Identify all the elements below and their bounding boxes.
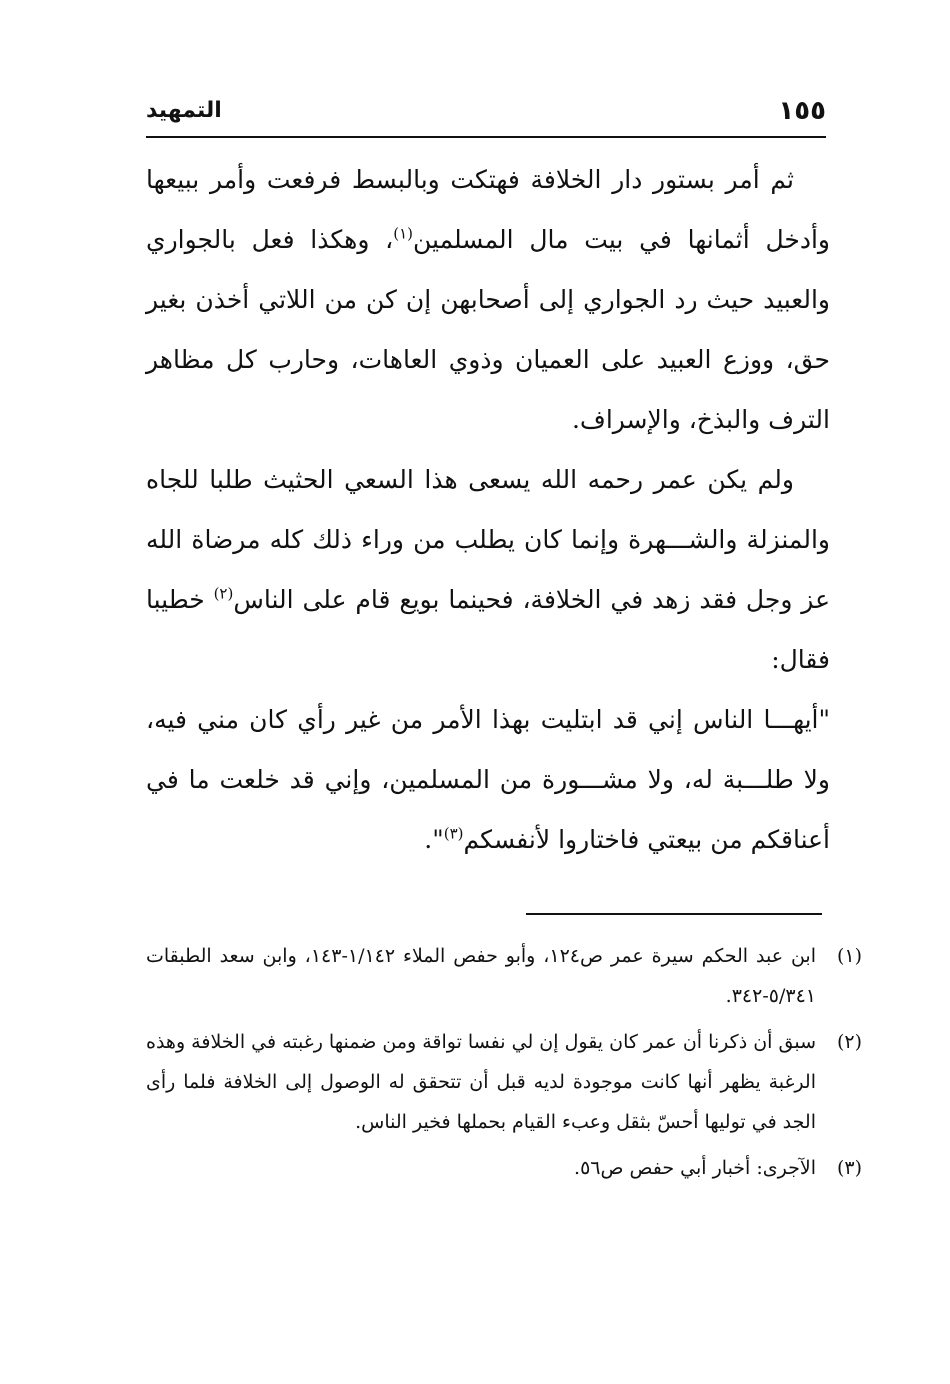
footnote-divider [526,913,822,915]
main-text [146,150,830,870]
footnote-ref-1: (١) [393,224,413,243]
footnotes [146,936,862,1194]
footnote-1 [146,936,862,1016]
paragraph-2-text: ولم يكن عمر رحمه الله يسعى هذا السعي الحثيث طلبا للجاه والمنزلة والشـــهرة وإنما كان يطلب من وراء ذلك كله مرضاة الله عز وجل فقد زهد في الخلافة، فحينما بويع قام على الناس [146,465,830,614]
footnote-text: ابن عبد الحكم سيرة عمر ص١٢٤، وأبو حفص الملاء ١/١٤٢-١٤٣، وابن سعد الطبقات ٥/٣٤١-٣٤٢. [146,945,816,1007]
footnote-ref-3: (٣) [443,824,464,843]
footnote-text: الآجرى: أخبار أبي حفص ص٥٦. [574,1157,816,1179]
paragraph-2-text-rest: خطيبا فقال: [146,585,830,674]
paragraph-2 [146,450,830,690]
footnote-text: سبق أن ذكرنا أن عمر كان يقول إن لي نفسا تواقة ومن ضمنها رغبته في الخلافة وهذه الرغبة يظهر أنها كانت موجودة لديه قبل أن تتحقق له الوصول إلى الخلافة فلما رأى الجد في توليها أحسّ بثقل وعبء القيام بحملها فخير الناس. [146,1031,816,1133]
footnote-ref-2: (٢) [213,584,234,603]
page-number: ١٥٥ [778,96,826,126]
paragraph-1-text: ثم أمر بستور دار الخلافة فهتكت وبالبسط فرفعت وأمر ببيعها وأدخل أثمانها في بيت مال المسلمين [146,165,830,254]
quote-text-rest: ". [424,825,444,854]
footnote-number: (٣) [836,1157,862,1179]
footnote-2 [146,1022,862,1142]
footnote-number: (٢) [836,1031,862,1053]
quote-text: "أيهـــا الناس إني قد ابتليت بهذا الأمر من غير رأي كان مني فيه، ولا طلـــبة له، ولا مشـــورة من المسلمين، وإني قد خلعت ما في أعناقكم من بيعتي فاختاروا لأنفسكم [146,705,830,854]
paragraph-1-text-rest: ، وهكذا فعل بالجواري والعبيد حيث رد الجواري إلى أصحابهن إن كن من اللاتي أخذن بغير حق، ووزع العبيد على العميان وذوي العاهات، وحارب كل مظاهر الترف والبذخ، والإسراف. [146,225,830,434]
quote-paragraph [146,690,830,870]
footnote-3 [146,1148,862,1188]
page-header [146,96,826,138]
chapter-title: التمهيد [146,98,222,123]
paragraph-1 [146,150,830,450]
footnote-number: (١) [836,945,862,967]
